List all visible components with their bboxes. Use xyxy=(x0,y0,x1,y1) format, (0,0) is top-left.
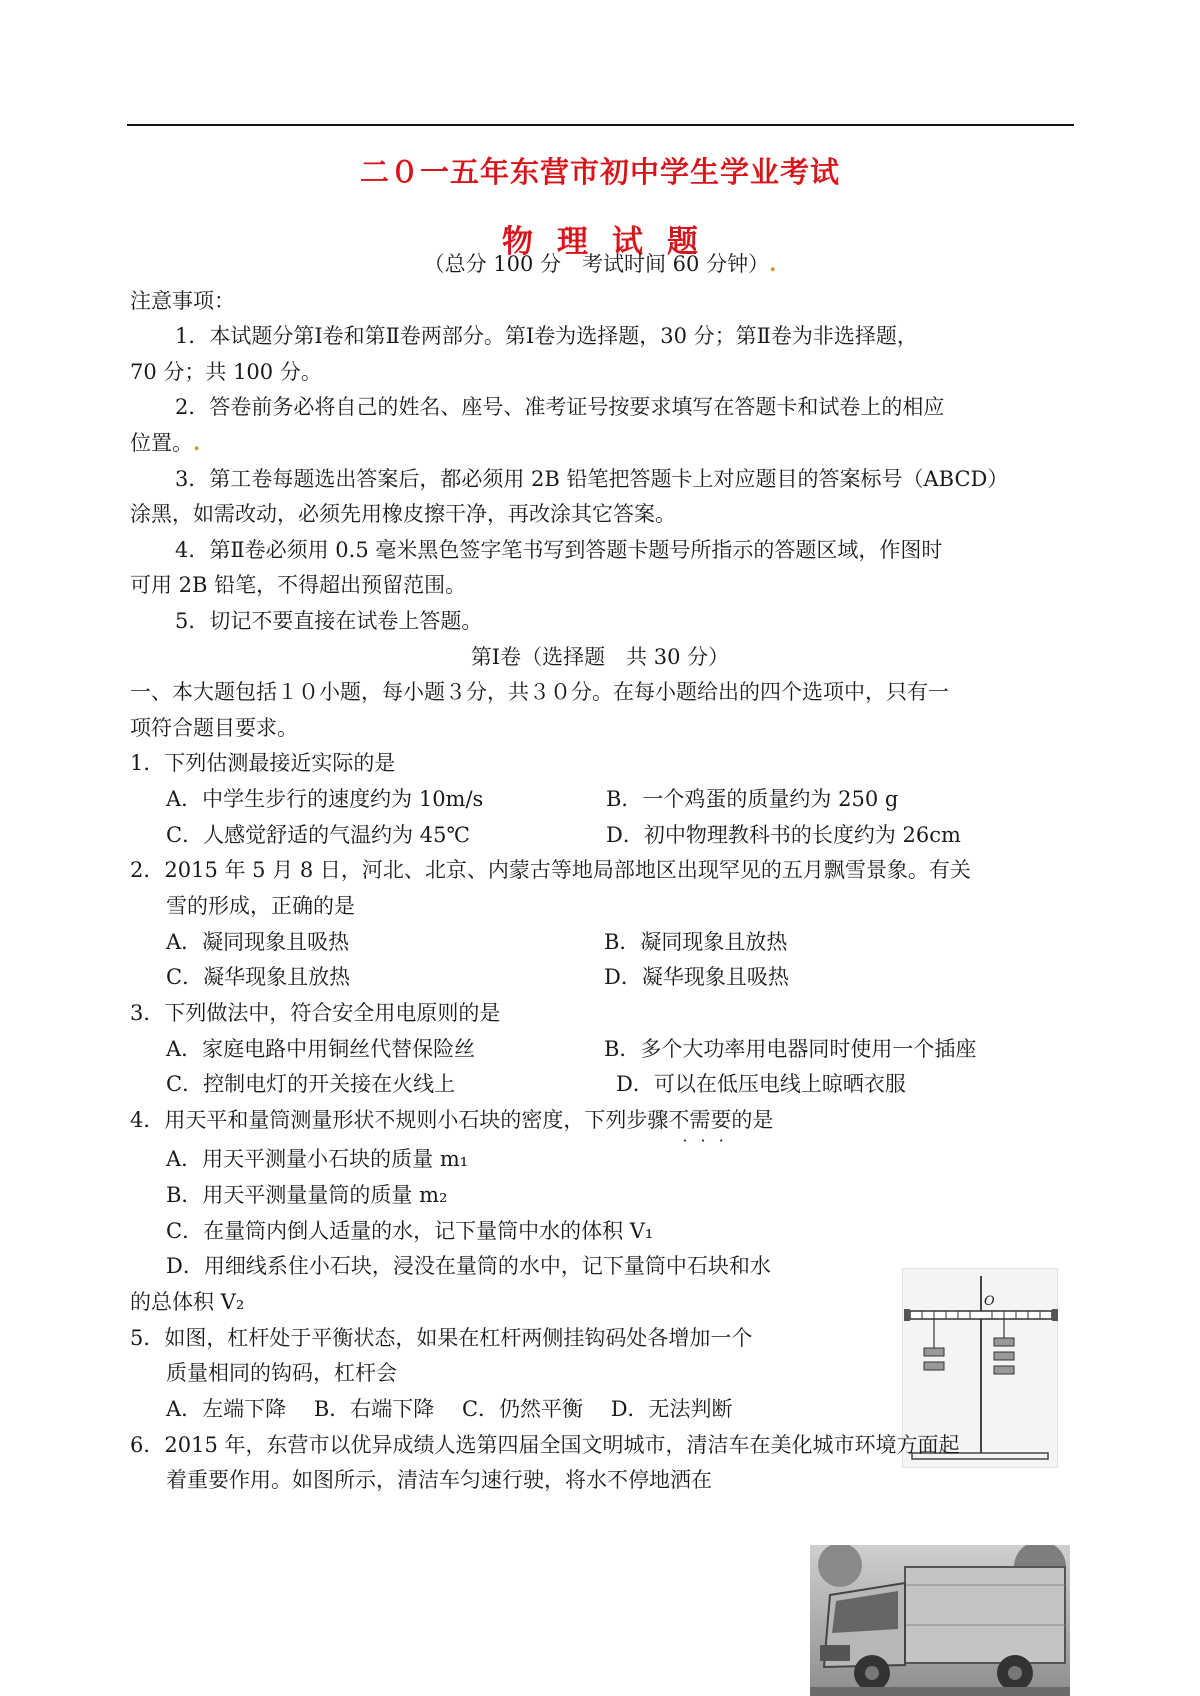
q4-option-b: B．用天平测量量筒的质量 m₂ xyxy=(166,1183,448,1207)
q1-option-b: B．一个鸡蛋的质量约为 250 g xyxy=(606,787,899,811)
q2-option-c: C．凝华现象且放热 xyxy=(166,965,351,989)
q2-option-d: D．凝华现象且吸热 xyxy=(604,965,789,989)
q5-stem-cont: 质量相同的钩码，杠杆会 xyxy=(166,1361,397,1385)
exam-meta: （总分 100 分 考试时间 60 分钟）. xyxy=(423,251,777,276)
q3-option-b: B．多个大功率用电器同时使用一个插座 xyxy=(604,1037,977,1061)
q2-stem-cont: 雪的形成，正确的是 xyxy=(166,894,355,918)
note-4: 4．第Ⅱ卷必须用 0.5 毫米黑色签字笔书写到答题卡题号所指示的答题区域，作图时 xyxy=(175,538,943,562)
cleaning-truck-photo xyxy=(810,1545,1070,1696)
q4-option-d-cont: 的总体积 V₂ xyxy=(130,1290,245,1314)
note-5: 5．切记不要直接在试卷上答题。 xyxy=(175,609,483,633)
top-rule xyxy=(127,124,1074,126)
q5-options: A．左端下降 B．右端下降 C．仍然平衡 D．无法判断 xyxy=(166,1397,733,1421)
q3-option-c: C．控制电灯的开关接在火线上 xyxy=(166,1072,456,1096)
q1-option-d: D．初中物理教科书的长度约为 26cm xyxy=(606,823,961,847)
q6-stem: 6．2015 年，东营市以优异成绩人选第四届全国文明城市，清洁车在美化城市环境方面起 xyxy=(130,1433,960,1457)
note-2: 2．答卷前务必将自己的姓名、座号、准考证号按要求填写在答题卡和试卷上的相应 xyxy=(175,395,945,419)
note-3-cont: 涂黑，如需改动，必须先用橡皮擦干净，再改涂其它答案。 xyxy=(130,502,676,526)
q4-stem: 4．用天平和量筒测量形状不规则小石块的密度，下列步骤不需要 · · ·的是 xyxy=(130,1105,773,1135)
q2-stem: 2．2015 年 5 月 8 日，河北、北京、内蒙古等地局部地区出现罕见的五月飘雪景象。有关 xyxy=(130,858,971,882)
pivot-label: O xyxy=(984,1294,995,1309)
note-2-cont: 位置。. xyxy=(130,430,201,455)
note-4-cont: 可用 2B 铅笔，不得超出预留范围。 xyxy=(130,573,467,597)
q1-stem: 1．下列估测最接近实际的是 xyxy=(130,751,396,775)
q5-stem: 5．如图，杠杆处于平衡状态，如果在杠杆两侧挂钩码处各增加一个 xyxy=(130,1326,753,1350)
note-3: 3．第工卷每题选出答案后，都必须用 2B 铅笔把答题卡上对应题目的答案标号（ABCD） xyxy=(175,467,1009,491)
q4-option-c: C．在量筒内倒人适量的水，记下量筒中水的体积 V₁ xyxy=(166,1219,654,1243)
q1-option-a: A．中学生步行的速度约为 10m/s xyxy=(166,787,484,811)
notes-heading: 注意事项： xyxy=(130,289,235,313)
subject-title: 物 理 试 题 xyxy=(502,224,698,260)
q4-option-d: D．用细线系住小石块，浸没在量筒的水中，记下量筒中石块和水 xyxy=(166,1254,771,1278)
q3-option-d: D．可以在低压电线上晾晒衣服 xyxy=(616,1072,906,1096)
q3-stem: 3．下列做法中，符合安全用电原则的是 xyxy=(130,1001,501,1025)
exam-title: 二０一五年东营市初中学生学业考试 xyxy=(359,155,840,189)
q2-option-b: B．凝同现象且放热 xyxy=(604,930,788,954)
section-intro-cont: 项符合题目要求。 xyxy=(130,716,298,740)
note-1-cont: 70 分；共 100 分。 xyxy=(130,360,322,384)
q6-stem-cont: 着重要作用。如图所示，清洁车匀速行驶，将水不停地洒在 xyxy=(166,1468,712,1492)
section-intro: 一、本大题包括１０小题，每小题３分，共３０分。在每小题给出的四个选项中，只有一 xyxy=(130,680,949,704)
note-1: 1．本试题分第Ⅰ卷和第Ⅱ卷两部分。第Ⅰ卷为选择题，30 分；第Ⅱ卷为非选择题， xyxy=(175,324,918,348)
q2-option-a: A．凝同现象且吸热 xyxy=(166,930,350,954)
emphasis-not-needed: 不需要 · · · xyxy=(668,1108,731,1132)
q3-option-a: A．家庭电路中用铜丝代替保险丝 xyxy=(166,1037,476,1061)
section-title: 第Ⅰ卷（选择题 共 30 分） xyxy=(470,645,730,669)
q4-option-a: A．用天平测量小石块的质量 m₁ xyxy=(166,1147,469,1171)
q1-option-c: C．人感觉舒适的气温约为 45℃ xyxy=(166,823,470,847)
